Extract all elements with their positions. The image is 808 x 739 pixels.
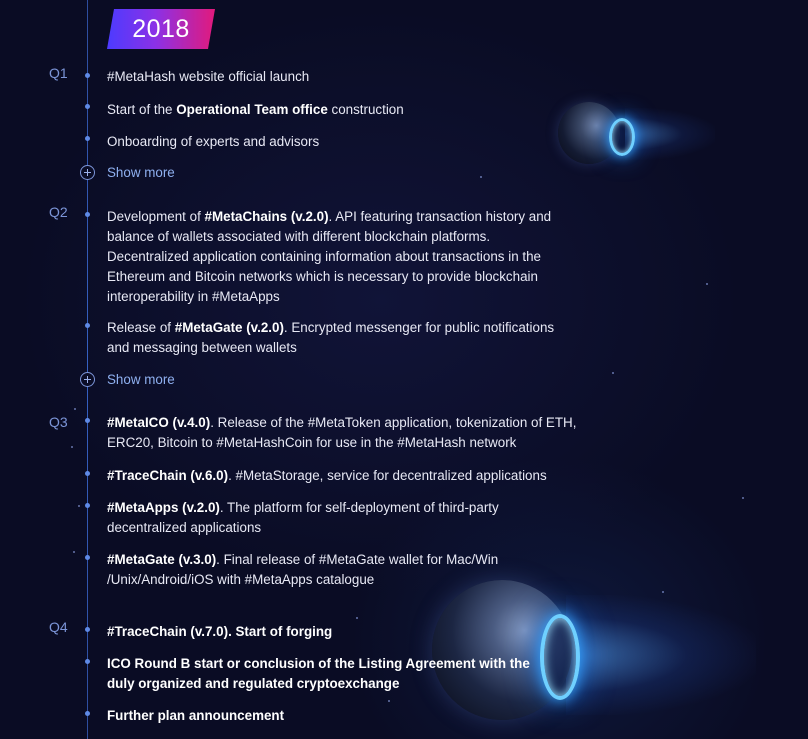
- star: [78, 505, 80, 507]
- list-item: #MetaHash website official launch: [107, 69, 310, 84]
- list-item: #TraceChain (v.7.0). Start of forging: [107, 624, 333, 639]
- timeline-dot: [85, 136, 90, 141]
- plus-circle-icon: [80, 372, 95, 387]
- list-item: #MetaICO (v.4.0). Release of the #MetaToken application, tokenization of ETH, ERC20, Bitcoin to #MetaHashCoin for use in the #MetaHash network: [107, 415, 577, 450]
- plus-circle-icon: [80, 165, 95, 180]
- star: [388, 700, 390, 702]
- list-item: Onboarding of experts and advisors: [107, 134, 320, 149]
- quarter-label-q4: Q4: [49, 619, 68, 635]
- star: [74, 408, 76, 410]
- quarter-label-q1: Q1: [49, 65, 68, 81]
- show-more-label: Show more: [107, 164, 175, 180]
- list-item: #TraceChain (v.6.0). #MetaStorage, service for decentralized applications: [107, 468, 547, 483]
- star: [71, 446, 73, 448]
- star: [73, 551, 75, 553]
- portal-glow: [625, 108, 715, 160]
- portal-glow-large: [566, 595, 756, 715]
- star: [706, 283, 708, 285]
- timeline-dot: [85, 503, 90, 508]
- timeline-dot: [85, 323, 90, 328]
- quarter-label-q3: Q3: [49, 414, 68, 430]
- star: [480, 176, 482, 178]
- star: [356, 617, 358, 619]
- portal-ring-small: [609, 118, 635, 156]
- timeline-dot: [85, 73, 90, 78]
- list-item: Release of #MetaGate (v.2.0). Encrypted messenger for public notifications and messaging between wallets: [107, 320, 555, 355]
- show-more-button[interactable]: [80, 164, 175, 180]
- timeline-dot: [85, 659, 90, 664]
- show-more-label: Show more: [107, 371, 175, 387]
- timeline-dot: [85, 418, 90, 423]
- timeline-dot: [85, 711, 90, 716]
- show-more-button[interactable]: [80, 371, 175, 387]
- timeline-dot: [85, 471, 90, 476]
- list-item: #MetaGate (v.3.0). Final release of #MetaGate wallet for Mac/Win /Unix/Android/iOS with #MetaApps catalogue: [107, 552, 499, 587]
- star: [742, 497, 744, 499]
- timeline-dot: [85, 555, 90, 560]
- year-badge: [107, 9, 215, 49]
- star: [612, 372, 614, 374]
- star: [662, 591, 664, 593]
- timeline-dot: [85, 627, 90, 632]
- list-item: Further plan announcement: [107, 708, 285, 723]
- timeline-dot: [85, 104, 90, 109]
- year-label: 2018: [132, 14, 190, 43]
- list-item: Development of #MetaChains (v.2.0). API featuring transaction history and balance of wallets associated with different blockchain platforms. Decentralized application containing information about transactions in the Ethereum and Bitcoin networks which is necessary to provide blockchain interoperability in #MetaApps: [107, 209, 552, 304]
- timeline-dot: [85, 212, 90, 217]
- list-item: ICO Round B start or conclusion of the Listing Agreement with the duly organized and regulated cryptoexchange: [107, 656, 530, 691]
- list-item: Start of the Operational Team office construction: [107, 102, 404, 117]
- quarter-label-q2: Q2: [49, 204, 68, 220]
- list-item: #MetaApps (v.2.0). The platform for self-deployment of third-party decentralized applications: [107, 500, 499, 535]
